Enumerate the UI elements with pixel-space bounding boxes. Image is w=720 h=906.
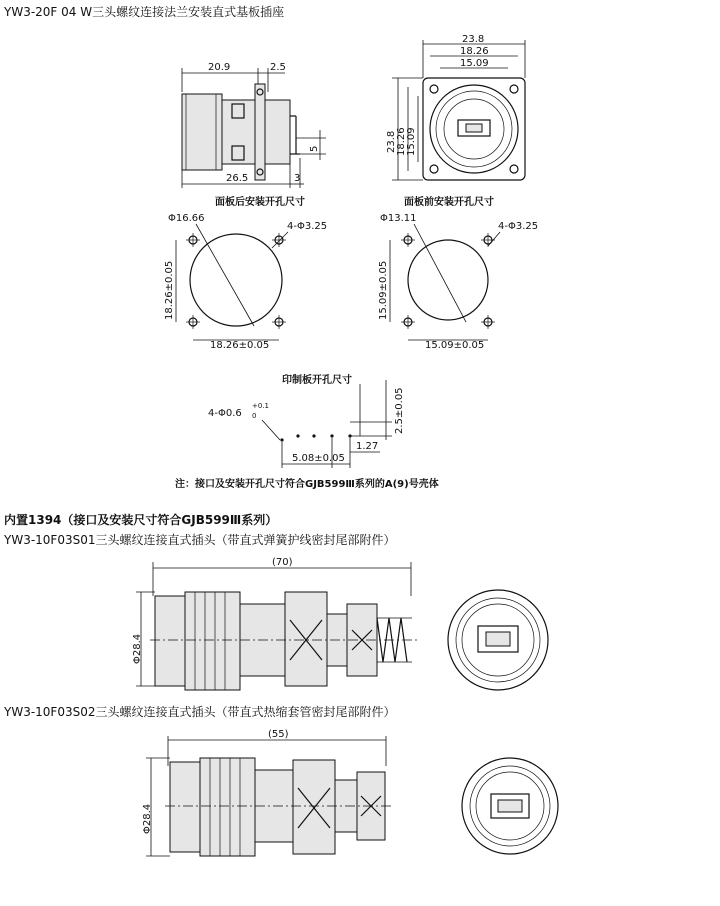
panel-front-vdim: 15.09±0.05: [378, 260, 389, 320]
panel-front-hdim: 15.09±0.05: [425, 340, 485, 351]
plug2-drawing: [142, 729, 558, 856]
plug1-dia: Φ28.4: [132, 633, 143, 664]
front-dim-w2: 18.26: [460, 46, 489, 57]
plug1-drawing: [132, 557, 548, 690]
front-dim-w3: 15.09: [460, 58, 489, 69]
socket-dim-26-5: 26.5: [226, 173, 249, 184]
socket-front-view: [386, 34, 525, 180]
top-title: YW3-20F 04 W三头螺纹连接法兰安装直式基板插座: [4, 5, 285, 19]
panel-rear-vdim: 18.26±0.05: [164, 260, 175, 320]
pcb-tol-minus: 0: [252, 412, 257, 420]
pcb-span: 5.08±0.05: [292, 453, 345, 464]
pcb-vdim: 2.5±0.05: [394, 387, 405, 434]
socket-dim-5: 5: [309, 145, 320, 152]
panel-rear-caption: 面板后安装开孔尺寸: [215, 197, 305, 208]
front-dim-h1: 23.8: [386, 130, 397, 153]
plug2-length: (55): [268, 729, 289, 740]
socket-dim-2-5: 2.5: [270, 62, 286, 73]
socket-dim-3: 3: [294, 173, 301, 184]
plug2-dia: Φ28.4: [142, 803, 153, 834]
front-dim-w1: 23.8: [462, 34, 485, 45]
plug1-title: YW3-10F03S01三头螺纹连接直式插头（带直式弹簧护线密封尾部附件）: [4, 533, 396, 547]
front-dim-h2: 18.26: [396, 127, 407, 156]
pcb-tol-plus: +0.1: [252, 402, 269, 410]
socket-side-view: [182, 62, 326, 188]
pcb-holes: 4-Φ0.6: [208, 408, 242, 419]
panel-rear-hdim: 18.26±0.05: [210, 340, 270, 351]
section-title: 内置1394（接口及安装尺寸符合GJB599Ⅲ系列）: [4, 513, 278, 527]
panel-front-holes: 4-Φ3.25: [498, 221, 539, 232]
panel-front-dia: Φ13.11: [380, 213, 417, 224]
pcb-caption: 印制板开孔尺寸: [282, 375, 352, 386]
note-text: 注：接口及安装开孔尺寸符合GJB599Ⅲ系列的A(9)号壳体: [175, 479, 439, 490]
panel-front-cutout: [378, 213, 538, 351]
front-dim-h3: 15.09: [406, 127, 417, 156]
socket-dim-20-9: 20.9: [208, 62, 231, 73]
pcb-pitch: 1.27: [356, 441, 379, 452]
pcb-hole-layout: [208, 380, 405, 468]
plug1-length: (70): [272, 557, 293, 568]
panel-rear-dia: Φ16.66: [168, 213, 205, 224]
panel-rear-cutout: [164, 213, 327, 351]
panel-front-caption: 面板前安装开孔尺寸: [404, 197, 494, 208]
panel-rear-holes: 4-Φ3.25: [287, 221, 328, 232]
plug2-title: YW3-10F03S02三头螺纹连接直式插头（带直式热缩套管密封尾部附件）: [4, 705, 396, 719]
